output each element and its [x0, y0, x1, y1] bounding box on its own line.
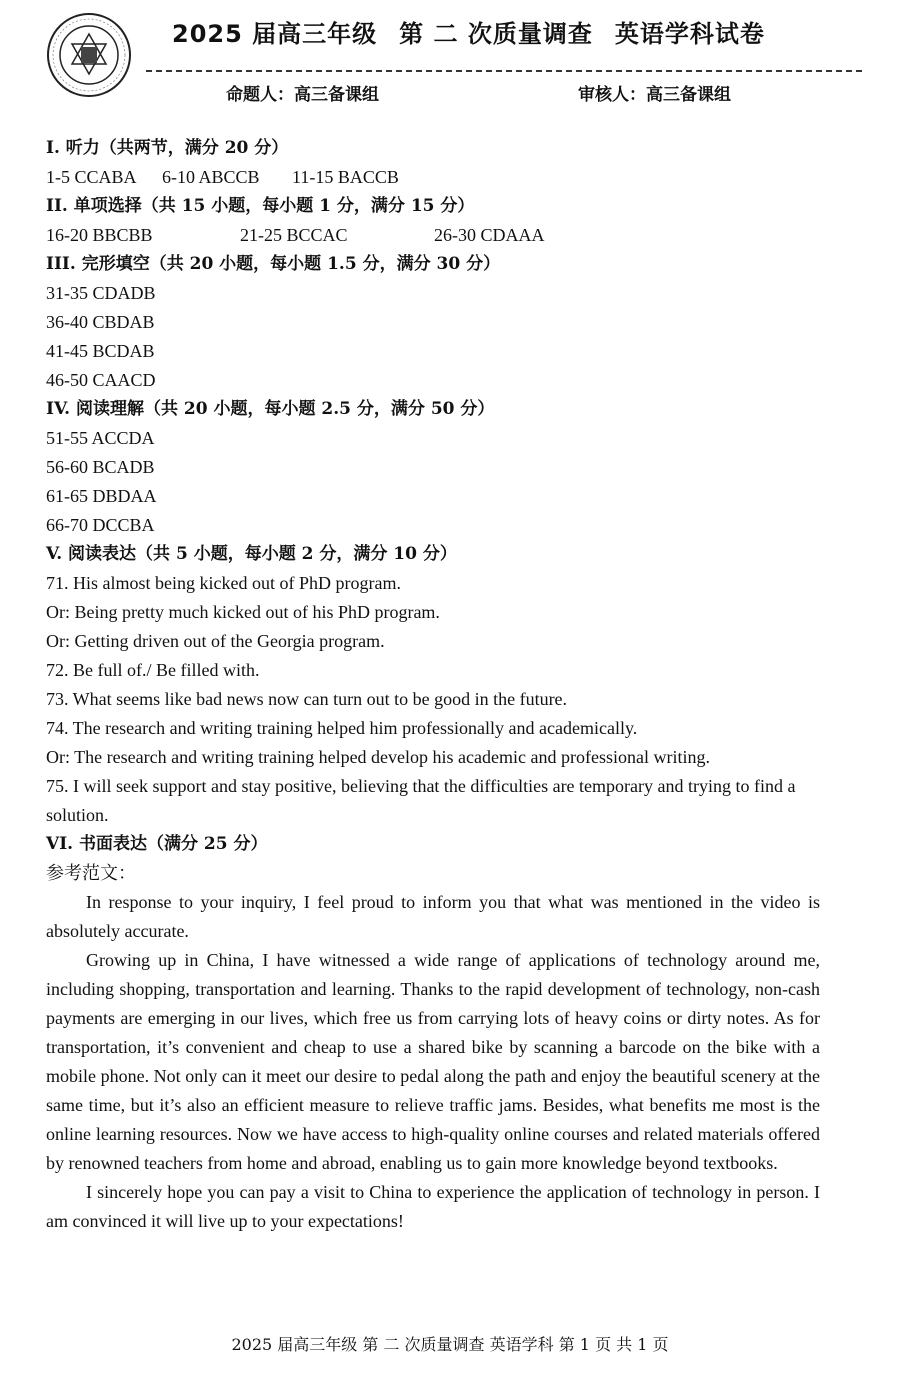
title-grade: 2025 届高三年级: [172, 20, 378, 48]
answer-row: 51-55 ACCDA: [46, 428, 155, 448]
answer-line: Or: The research and writing training helped develop his academic and professional writing.: [46, 747, 710, 767]
sample-essay: [46, 888, 820, 1236]
essay-paragraph: I sincerely hope you can pay a visit to China to experience the application of technology in person. I am convinced it will live up to your expectations!: [46, 1182, 820, 1231]
answer-line: 75. I will seek support and stay positive, believing that the difficulties are temporary and trying to find a solution.: [46, 776, 796, 825]
answer-row: 56-60 BCADB: [46, 457, 155, 477]
answer-key: [46, 134, 826, 1236]
section-heading-writing: VI. 书面表达（满分 25 分）: [46, 834, 268, 854]
answer-group: 16-20 BBCBB: [46, 225, 153, 245]
answer-line: 71. His almost being kicked out of PhD program.: [46, 573, 401, 593]
answer-row: [46, 221, 826, 250]
answer-group: 26-30 CDAAA: [434, 225, 545, 245]
section-heading-listening: I. 听力（共两节，满分 20 分）: [46, 138, 289, 158]
answer-line: Or: Getting driven out of the Georgia program.: [46, 631, 385, 651]
answer-row: 31-35 CDADB: [46, 283, 156, 303]
answer-line: 72. Be full of./ Be filled with.: [46, 660, 260, 680]
answer-row: 61-65 DBDAA: [46, 486, 157, 506]
essay-paragraph: Growing up in China, I have witnessed a wide range of applications of technology around me, including shopping, transportation and learning. Thanks to the rapid development of technology, non-cash payments are emerging in our lives, which free us from carrying lots of heavy coins or dirty notes. As for transportation, it’s convenient and cheap to use a shared bike by scanning a barcode on the bike with a mobile phone. Not only can it meet our desire to pedal along the path and enjoy the beautiful scenery at the same time, but it’s also an efficient measure to relieve traffic jams. Besides, what benefits me most is the online learning resources. Now we have access to high-quality online courses and related materials offered by renowned teachers from home and abroad, enabling us to gain more knowledge beyond textbooks.: [46, 950, 820, 1173]
reviewer-label: 审核人：高三备课组: [578, 85, 731, 105]
answer-line: 74. The research and writing training helped him professionally and academically.: [46, 718, 638, 738]
answer-row: 36-40 CBDAB: [46, 312, 155, 332]
page-footer: 2025 届高三年级 第 二 次质量调查 英语学科 第 1 页 共 1 页: [231, 1335, 669, 1354]
section-heading-single-choice: II. 单项选择（共 15 小题，每小题 1 分，满分 15 分）: [46, 196, 475, 216]
title-subject: 英语学科试卷: [614, 20, 765, 48]
answer-line: Or: Being pretty much kicked out of his PhD program.: [46, 602, 440, 622]
answer-group: 6-10 ABCCB: [162, 167, 260, 187]
answer-row: 66-70 DCCBA: [46, 515, 155, 535]
essay-paragraph: In response to your inquiry, I feel proud to inform you that what was mentioned in the video is absolutely accurate.: [46, 892, 820, 941]
answer-group: 1-5 CCABA: [46, 167, 137, 187]
author-label: 命题人：高三备课组: [226, 85, 379, 105]
exam-title: [172, 14, 862, 49]
answer-row: 46-50 CAACD: [46, 370, 156, 390]
section-heading-cloze: III. 完形填空（共 20 小题，每小题 1.5 分，满分 30 分）: [46, 254, 501, 274]
section-heading-reading-expression: V. 阅读表达（共 5 小题，每小题 2 分，满分 10 分）: [46, 544, 457, 564]
header-divider: [146, 70, 862, 72]
answer-row: 41-45 BCDAB: [46, 341, 155, 361]
sample-essay-label: 参考范文：: [46, 863, 136, 883]
answer-group: 11-15 BACCB: [292, 167, 399, 187]
title-exam: 第 二 次质量调查: [399, 20, 593, 48]
answer-group: 21-25 BCCAC: [240, 225, 348, 245]
answer-row: [46, 163, 826, 192]
answer-line: 73. What seems like bad news now can turn out to be good in the future.: [46, 689, 568, 709]
school-seal-logo: [46, 12, 132, 98]
section-heading-reading: IV. 阅读理解（共 20 小题，每小题 2.5 分，满分 50 分）: [46, 399, 495, 419]
